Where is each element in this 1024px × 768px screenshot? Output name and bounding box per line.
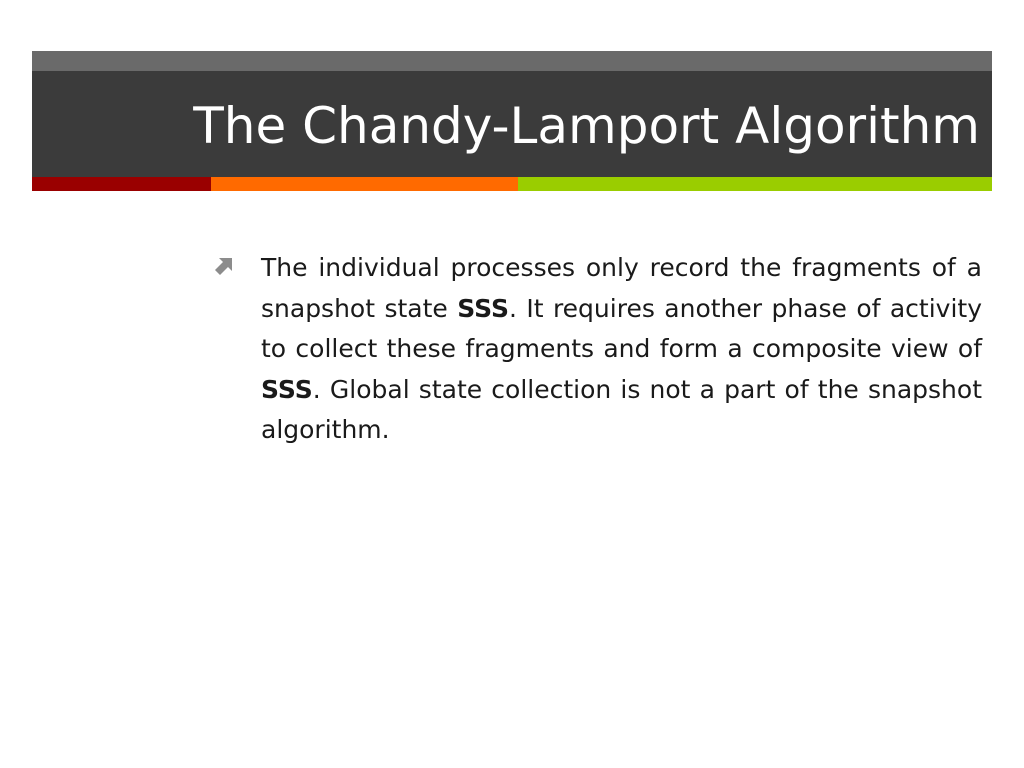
bullet-text (261, 248, 982, 451)
body-text-part-3: . Global state collection is not a part of the snapshot algorithm. (261, 374, 982, 445)
title-band (32, 51, 992, 177)
slide-title: The Chandy-Lamport Algorithm (193, 97, 980, 155)
body-text-part-1: The individual processes only record the fragments of a snapshot state (261, 253, 982, 323)
body-text-part-2: . It requires another phase of activity to collect these fragments and form a composite view of (261, 293, 982, 364)
term-sss: SSS (261, 374, 313, 404)
arrow-up-right-icon (212, 254, 236, 278)
accent-bar-red (32, 177, 211, 191)
accent-bar-green (518, 177, 992, 191)
term-sss: SSS (457, 293, 509, 323)
title-band-stripe (32, 51, 992, 71)
accent-bar-orange (211, 177, 518, 191)
slide-content (212, 248, 982, 451)
